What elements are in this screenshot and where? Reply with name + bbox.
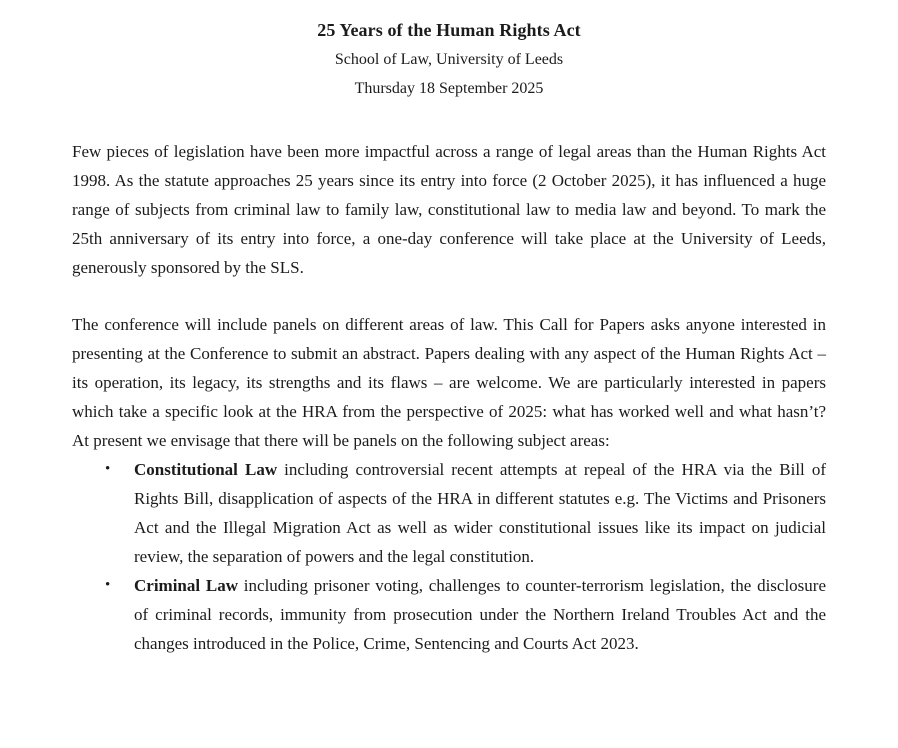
- bullet-text: including prisoner voting, challenges to counter-terrorism legislation, the disclosure of criminal records, immunity from prosecution under the Northern Ireland Troubles Act and the changes introduced in the Police, Crime, Sentencing and Courts Act 2023.: [134, 576, 826, 653]
- list-item-criminal-law: [72, 571, 826, 658]
- paragraph-call-for-papers: The conference will include panels on different areas of law. This Call for Papers asks anyone interested in presenting at the Conference to submit an abstract. Papers dealing with any aspect of the Human Rights Act – its operation, its legacy, its strengths and its flaws – are welcome. We are particularly interested in papers which take a specific look at the HRA from the perspective of 2025: what has worked well and what hasn’t? At present we envisage that there will be panels on the following subject areas:: [72, 315, 826, 450]
- bullet-icon: •: [105, 461, 111, 477]
- document-subtitle: School of Law, University of Leeds: [334, 51, 564, 68]
- bullet-text: including controversial recent attempts at repeal of the HRA via the Bill of Rights Bill, disapplication of aspects of the HRA in different statutes e.g. The Victims and Prisoners Act and the Illegal Migration Act as well as wider constitutional issues like its impact on judicial review, the separation of powers and the legal constitution.: [134, 460, 826, 566]
- document-date: Thursday 18 September 2025: [354, 80, 544, 97]
- bullet-label: Criminal Law: [134, 576, 239, 595]
- document-header: [72, 18, 826, 101]
- bullet-label: Constitutional Law: [134, 460, 278, 479]
- list-item-constitutional-law: [72, 455, 826, 571]
- subject-areas-list: [72, 455, 826, 658]
- paragraph-intro: Few pieces of legislation have been more impactful across a range of legal areas than the Human Rights Act 1998. As the statute approaches 25 years since its entry into force (2 October 2025), it has influenced a huge range of subjects from criminal law to family law, constitutional law to media law and beyond. To mark the 25th anniversary of its entry into force, a one-day conference will take place at the University of Leeds, generously sponsored by the SLS.: [72, 142, 826, 277]
- document-title: 25 Years of the Human Rights Act: [317, 20, 581, 40]
- bullet-icon: •: [105, 577, 111, 593]
